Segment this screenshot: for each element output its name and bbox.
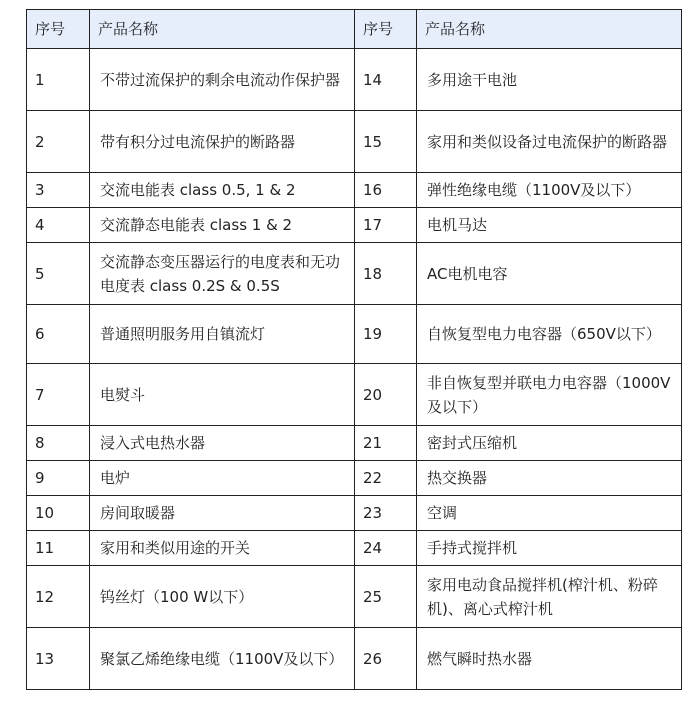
serial-cell: 3 [27, 173, 90, 208]
header-product-left: 产品名称 [90, 10, 355, 49]
product-cell: 普通照明服务用自镇流灯 [90, 305, 355, 364]
serial-cell: 25 [355, 566, 417, 628]
product-cell: 聚氯乙烯绝缘电缆（1100V及以下） [90, 628, 355, 690]
product-cell: AC电机电容 [417, 243, 682, 305]
product-cell: 家用和类似设备过电流保护的断路器 [417, 111, 682, 173]
serial-cell: 15 [355, 111, 417, 173]
serial-cell: 26 [355, 628, 417, 690]
serial-cell: 6 [27, 305, 90, 364]
serial-cell: 21 [355, 426, 417, 461]
product-cell: 交流静态变压器运行的电度表和无功电度表 class 0.2S & 0.5S [90, 243, 355, 305]
table-row [27, 628, 682, 690]
product-cell: 热交换器 [417, 461, 682, 496]
product-cell: 电熨斗 [90, 364, 355, 426]
product-cell: 非自恢复型并联电力电容器（1000V及以下） [417, 364, 682, 426]
product-cell: 家用电动食品搅拌机(榨汁机、粉碎机)、离心式榨汁机 [417, 566, 682, 628]
table-row [27, 461, 682, 496]
serial-cell: 2 [27, 111, 90, 173]
product-cell: 家用和类似用途的开关 [90, 531, 355, 566]
serial-cell: 8 [27, 426, 90, 461]
product-table-container [26, 9, 682, 690]
serial-cell: 23 [355, 496, 417, 531]
product-cell: 密封式压缩机 [417, 426, 682, 461]
product-cell: 燃气瞬时热水器 [417, 628, 682, 690]
serial-cell: 14 [355, 49, 417, 111]
serial-cell: 22 [355, 461, 417, 496]
table-row [27, 496, 682, 531]
serial-cell: 7 [27, 364, 90, 426]
product-cell: 房间取暖器 [90, 496, 355, 531]
table-row [27, 566, 682, 628]
serial-cell: 19 [355, 305, 417, 364]
serial-cell: 17 [355, 208, 417, 243]
table-row [27, 426, 682, 461]
serial-cell: 16 [355, 173, 417, 208]
product-table [26, 9, 682, 690]
serial-cell: 1 [27, 49, 90, 111]
serial-cell: 24 [355, 531, 417, 566]
product-cell: 交流电能表 class 0.5, 1 & 2 [90, 173, 355, 208]
product-cell: 交流静态电能表 class 1 & 2 [90, 208, 355, 243]
header-row [27, 10, 682, 49]
serial-cell: 20 [355, 364, 417, 426]
product-cell: 不带过流保护的剩余电流动作保护器 [90, 49, 355, 111]
serial-cell: 5 [27, 243, 90, 305]
product-cell: 自恢复型电力电容器（650V以下） [417, 305, 682, 364]
product-cell: 手持式搅拌机 [417, 531, 682, 566]
table-row [27, 49, 682, 111]
header-serial-right: 序号 [355, 10, 417, 49]
table-row [27, 111, 682, 173]
header-serial-left: 序号 [27, 10, 90, 49]
table-row [27, 208, 682, 243]
serial-cell: 10 [27, 496, 90, 531]
serial-cell: 11 [27, 531, 90, 566]
product-cell: 钨丝灯（100 W以下） [90, 566, 355, 628]
product-cell: 多用途干电池 [417, 49, 682, 111]
table-row [27, 173, 682, 208]
serial-cell: 4 [27, 208, 90, 243]
product-cell: 浸入式电热水器 [90, 426, 355, 461]
product-cell: 电炉 [90, 461, 355, 496]
product-cell: 弹性绝缘电缆（1100V及以下） [417, 173, 682, 208]
table-row [27, 305, 682, 364]
serial-cell: 18 [355, 243, 417, 305]
table-row [27, 364, 682, 426]
product-cell: 电机马达 [417, 208, 682, 243]
header-product-right: 产品名称 [417, 10, 682, 49]
serial-cell: 13 [27, 628, 90, 690]
serial-cell: 9 [27, 461, 90, 496]
product-cell: 带有积分过电流保护的断路器 [90, 111, 355, 173]
product-cell: 空调 [417, 496, 682, 531]
serial-cell: 12 [27, 566, 90, 628]
table-row [27, 531, 682, 566]
table-row [27, 243, 682, 305]
